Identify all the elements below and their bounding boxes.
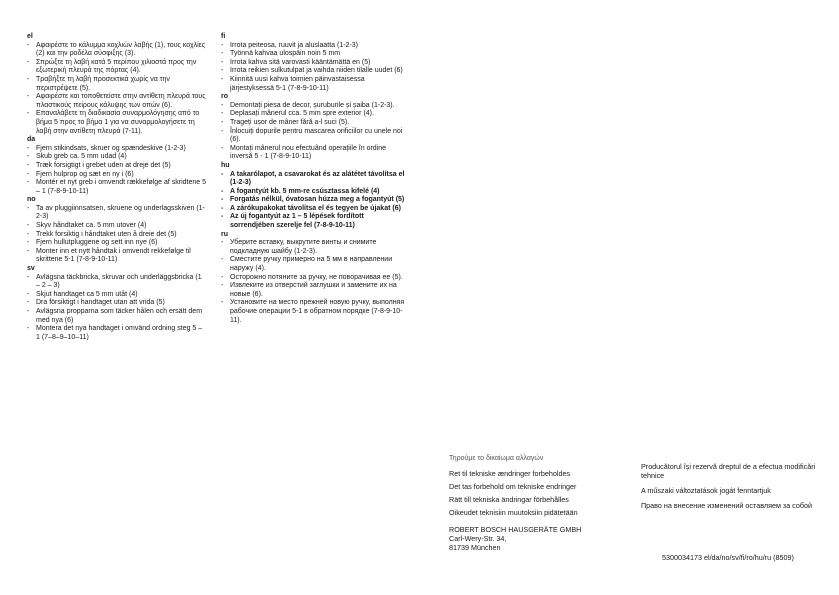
footer-right — [641, 462, 816, 516]
list-item: - Trekk forsiktig i håndtaket uten å dreie det (5) — [27, 231, 207, 240]
list-item: - Уберите вставку, выкрутите винты и снимите подкладную шайбу (1-2-3). — [221, 239, 407, 256]
part-number: 5300034173 el/da/no/sv/fi/ro/hu/ru (8509) — [662, 553, 794, 562]
list-item: - Установите на место прежней новую ручку, выполняя рабочие операции 5-1 в обратном порядке (7-8-9-10-11). — [221, 299, 407, 325]
disclaimer-no: Det tas forbehold om tekniske endringer — [449, 482, 577, 491]
list-item: - Træk forsigtigt i grebet uden at dreje det (5) — [27, 162, 207, 171]
list-item: - Montér et nyt greb i omvendt rækkefølge af skridtene 5 – 1 (7-8-9-10-11) — [27, 179, 207, 196]
instruction-list — [27, 42, 207, 137]
list-item: - Осторожно потяните за ручку, не поворачивая ее (5). — [221, 274, 407, 283]
lang-code: hu — [221, 161, 230, 169]
list-item: - Avlägsna propparna som täcker hålen och ersätt dem med nya (6) — [27, 308, 207, 325]
lang-code: no — [27, 196, 36, 204]
disclaimer-hu: A műszaki változtatások jogát fenntartjuk — [641, 486, 771, 495]
list-item: - Monter inn et nytt håndtak i omvendt rekkefølge til skrittene 5-1 (7-8-9-10-11) — [27, 248, 207, 265]
instruction-list — [221, 42, 407, 94]
list-item: - Skjut handtaget ca 5 mm utåt (4) — [27, 291, 207, 300]
instruction-list — [221, 102, 407, 162]
section-da — [27, 136, 207, 196]
list-item: - Înlocuiți dopurile pentru mascarea orificiilor cu unele noi (6). — [221, 128, 407, 145]
company-name: ROBERT BOSCH HAUSGERÄTE GMBH — [449, 525, 582, 534]
list-item: - Deplasați mânerul cca. 5 mm spre exterior (4). — [221, 110, 407, 119]
company-address — [449, 525, 624, 552]
disclaimer-ru: Право на внесение изменений оставляем за собой — [641, 501, 812, 510]
list-item: - Az új fogantyút az 1 – 5 lépések fordított sorrendjében szerelje fel (7-8-9-10-11) — [221, 213, 407, 230]
instruction-list — [27, 274, 207, 343]
list-item: - Irrota reikien sulkutulpat ja vaihda niiden tilalle uudet (6) — [221, 67, 407, 76]
list-item: - Fjern hulprop og sæt en ny i (6) — [27, 171, 207, 180]
list-item: - Avlägsna täckbricka, skruvar och underläggsbricka (1 – 2 – 3) — [27, 274, 207, 291]
section-ro — [221, 93, 407, 162]
lang-code: fi — [221, 33, 226, 40]
list-item: - Αφαιρέστε και τοποθετείστε στην αντίθετη πλευρά τους πλαστικούς πείρους κάλυψης των οπών (6). — [27, 93, 207, 110]
list-item: - A takarólapot, a csavarokat és az alátétet távolítsa el (1-2-3) — [221, 171, 407, 188]
lang-code: da — [27, 136, 36, 144]
list-item: - Сместите ручку примерно на 5 мм в направлении наружу (4). — [221, 256, 407, 273]
section-fi — [221, 33, 407, 93]
section-hu — [221, 162, 407, 231]
instruction-list — [221, 171, 407, 231]
column-left — [27, 33, 207, 342]
list-item: - Työnnä kahvaa ulospäin noin 5 mm — [221, 50, 407, 59]
section-ru — [221, 231, 407, 326]
section-sv — [27, 265, 207, 342]
list-item: - Kiinnitä uusi kahva toimien päinvastaisessa järjestyksessä 5-1 (7-8-9-10-11) — [221, 76, 407, 93]
list-item: - Fjern stikindsats, skruer og spændeskive (1-2-3) — [27, 145, 207, 154]
list-item: - Demontați piesa de decor, șuruburile și șaiba (1-2-3). — [221, 102, 407, 111]
list-item: - Ta av pluggiinnsatsen, skruene og underlagsskiven (1-2-3) — [27, 205, 207, 222]
list-item: - A fogantyút kb. 5 mm-re csúsztassa kifelé (4) — [221, 188, 407, 197]
list-item: - Σπρώξτε τη λαβή κατά 5 περίπου χιλιοστά προς την εξωτερική πλευρά της πόρτας (4). — [27, 59, 207, 76]
list-item: - Montera det nya handtaget i omvänd ordning steg 5 – 1 (7–8–9–10–11) — [27, 325, 207, 342]
city: 81739 München — [449, 543, 501, 552]
list-item: - Irrota peiteosa, ruuvit ja aluslaatta (1-2-3) — [221, 42, 407, 51]
footer-left — [449, 454, 624, 552]
disclaimer-da: Ret til tekniske ændringer forbeholdes — [449, 469, 571, 478]
list-item: - Irrota kahva sitä varovasti kääntämättä en (5) — [221, 59, 407, 68]
section-el — [27, 33, 207, 136]
disclaimer-sv: Rätt till tekniska ändringar förbehålles — [449, 495, 569, 504]
list-item: - Forgatás nélkül, óvatosan húzza meg a fogantyút (5) — [221, 196, 407, 205]
list-item: - Επαναλάβετε τη διαδικασία συναρμολόγησης από το βήμα 5 προς το βήμα 1 για να συναρμολογήσετε τη λαβή στην αντίθετη πλευρά (7-11). — [27, 110, 207, 136]
list-item: - Fjern hullutpluggene og sett inn nye (6) — [27, 239, 207, 248]
list-item: - Dra försiktigt i handtaget utan att vrida (5) — [27, 299, 207, 308]
list-item: - Τραβήξτε τη λαβή προσεκτικά χωρίς να την περιστρέψετε (5). — [27, 76, 207, 93]
list-item: - Αφαιρέστε το κάλυμμα κοχλιών λαβής (1), τους κοχλίες (2) και την ροδέλα σύσφιξης (3). — [27, 42, 207, 59]
column-middle — [221, 33, 407, 325]
list-item: - A zárókupakokat távolítsa el és tegyen be újakat (6) — [221, 205, 407, 214]
disclaimer-fi: Oikeudet teknisiin muutoksiin pidätetään — [449, 508, 578, 517]
list-item: - Извлеките из отверстий заглушки и замените их на новые (6). — [221, 282, 407, 299]
lang-code: el — [27, 33, 33, 40]
lang-code: ro — [221, 93, 228, 101]
street: Carl-Wery-Str. 34, — [449, 534, 507, 543]
lang-code: ru — [221, 230, 228, 238]
section-no — [27, 196, 207, 265]
greek-disclaimer: Τηρούμε το δικαίωμα αλλαγών — [449, 455, 544, 462]
list-item: - Montați mânerul nou efectuând operațiile în ordine inversă 5 - 1 (7-8-9-10-11) — [221, 145, 407, 162]
instruction-list — [27, 205, 207, 265]
disclaimer-ro: Producătorul își rezervă dreptul de a efectua modificări tehnice — [641, 462, 816, 480]
list-item: - Skub greb ca. 5 mm udad (4) — [27, 153, 207, 162]
lang-code: sv — [27, 265, 35, 273]
list-item: - Skyv håndtaket ca. 5 mm utover (4) — [27, 222, 207, 231]
list-item: - Trageți ușor de mâner fără a-l suci (5). — [221, 119, 407, 128]
instruction-list — [221, 239, 407, 325]
instruction-list — [27, 145, 207, 197]
